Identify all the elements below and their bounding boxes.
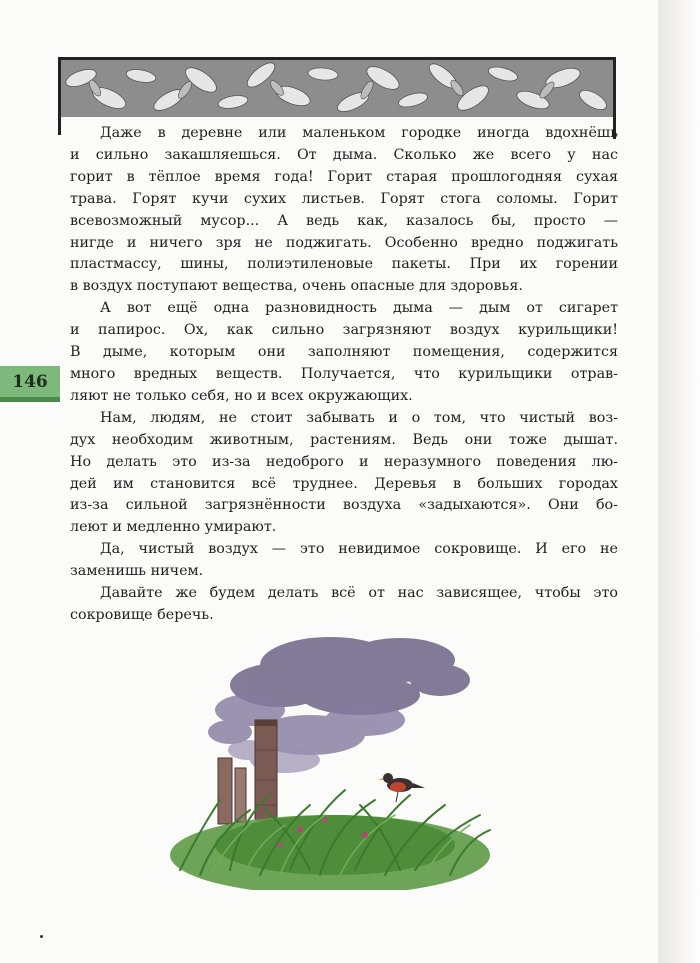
paragraph-3: [70, 408, 618, 539]
text-line: Давайте же будем делать всё от нас зависящее, чтобы это: [100, 585, 618, 602]
text-line: и папирос. Ох, как сильно загрязняют воздух курильщики!: [70, 322, 618, 339]
text-line: В дыме, которым они заполняют помещения, содержится: [70, 344, 618, 361]
page-edge: [658, 0, 700, 963]
text-line: Но делать это из-за недоброго и неразумного поведения лю-: [70, 453, 618, 470]
left-border-rule: [58, 117, 61, 135]
text-line: дух необходим животным, растениям. Ведь они тоже дышат.: [70, 431, 618, 448]
text-line: трава. Горят кучи сухих листьев. Горят стога соломы. Горит: [70, 190, 618, 207]
text-line: ляют не только себя, но и всех окружающих.: [70, 387, 413, 404]
text-line: из-за сильной загрязнённости воздуха «задыхаются». Они бо-: [70, 497, 618, 514]
speck: [40, 935, 43, 938]
text-line: сокровище беречь.: [70, 606, 214, 623]
text-line: леют и медленно умирают.: [70, 519, 277, 536]
decorative-leaf-border: [58, 57, 616, 117]
text-line: всевозможный мусор... А ведь как, казалось бы, просто —: [70, 212, 618, 229]
text-line: Даже в деревне или маленьком городке иногда вдохнёшь: [100, 125, 618, 141]
paragraph-2: [70, 298, 618, 408]
page-number: 146: [0, 366, 60, 402]
paragraph-4: [70, 539, 618, 583]
text-line: много вредных веществ. Получается, что курильщики отрав-: [70, 365, 618, 382]
paragraph-1: [70, 123, 618, 298]
text-line: в воздух поступают вещества, очень опасные для здоровья.: [70, 278, 523, 295]
text-line: А вот ещё одна разновидность дыма — дым от сигарет: [100, 300, 618, 317]
body-text: [70, 123, 618, 627]
text-line: Нам, людям, не стоит забывать и о том, что чистый воз-: [100, 409, 618, 426]
smoke-chimney-illustration: [160, 620, 500, 890]
text-line: пластмассу, шины, полиэтиленовые пакеты. При их горении: [70, 256, 618, 273]
leaf-pattern-icon: [61, 60, 613, 117]
factory-smoke-grass-icon: [160, 620, 500, 890]
text-line: Да, чистый воздух — это невидимое сокровище. И его не: [100, 541, 618, 558]
bird-icon: [378, 773, 425, 802]
text-line: горит в тёплое время года! Горит старая прошлогодняя сухая: [70, 168, 618, 185]
text-line: и сильно закашляешься. От дыма. Сколько же всего у нас: [70, 146, 618, 163]
text-line: нигде и ничего зря не поджигать. Особенно вредно поджигать: [70, 234, 618, 251]
text-line: заменишь ничем.: [70, 563, 204, 580]
text-line: дей им становится всё труднее. Деревья в больших городах: [70, 475, 618, 492]
